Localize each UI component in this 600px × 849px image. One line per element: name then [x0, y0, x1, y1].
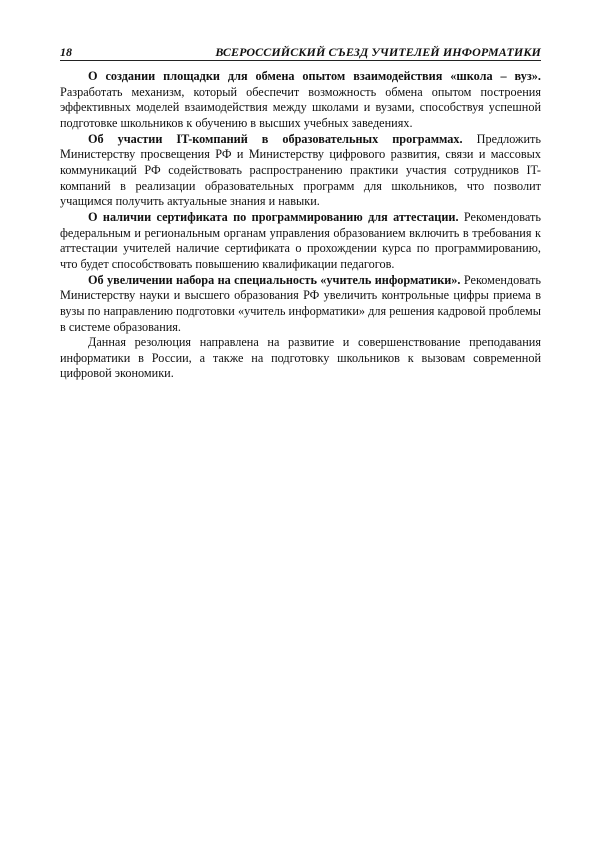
paragraph-school-university: [60, 69, 541, 132]
paragraph-text: Рекомендовать Министерству науки и высшего образования РФ увеличить контрольные цифры приема в вузы по направлению подготовки «учитель информатики» для решения кадровой проблемы в системе образования.: [60, 272, 541, 334]
paragraph-title: О создании площадки для обмена опытом взаимодействия «школа – вуз».: [88, 69, 541, 83]
paragraph-conclusion: [60, 335, 541, 382]
paragraph-title: О наличии сертификата по программированию для аттестации.: [88, 209, 459, 224]
page-number: 18: [60, 45, 72, 59]
paragraph-text: Предложить Министерству просвещения РФ и Министерству цифрового развития, связи и массовых коммуникаций РФ содействовать распространению практики участия сотрудников IT-компаний в реализации образовательных программ для школьников, что позволит учащимся получить актуальные знания и навыки.: [60, 131, 541, 209]
paragraph-enrollment: [60, 273, 541, 336]
paragraph-it-companies: [60, 132, 541, 210]
paragraph-title: Об участии IT-компаний в образовательных программах.: [88, 131, 463, 146]
page-header: [60, 45, 541, 65]
paragraph-text: Разработать механизм, который обеспечит возможность обмена опытом построения эффективных моделей взаимодействия между школами и вузами, способствуя успешной подготовке школьников к обучению в высших учебных заведениях.: [60, 84, 541, 130]
header-rule: [60, 60, 541, 61]
paragraph-text: Рекомендовать федеральным и региональным органам управления образованием включить в требования к аттестации учителей наличие сертификата о прохождении курса по программированию, что будет способствовать повышению квалификации педагогов.: [60, 209, 541, 271]
body-text: [60, 69, 541, 382]
paragraph-certificate: [60, 210, 541, 273]
paragraph-title: Об увеличении набора на специальность «учитель информатики».: [88, 272, 461, 287]
paragraph-text: Данная резолюция направлена на развитие и совершенствование преподавания информатики в России, а также на подготовку школьников к вызовам современной цифровой экономики.: [60, 335, 541, 381]
running-title: ВСЕРОССИЙСКИЙ СЪЕЗД УЧИТЕЛЕЙ ИНФОРМАТИКИ: [215, 45, 541, 59]
